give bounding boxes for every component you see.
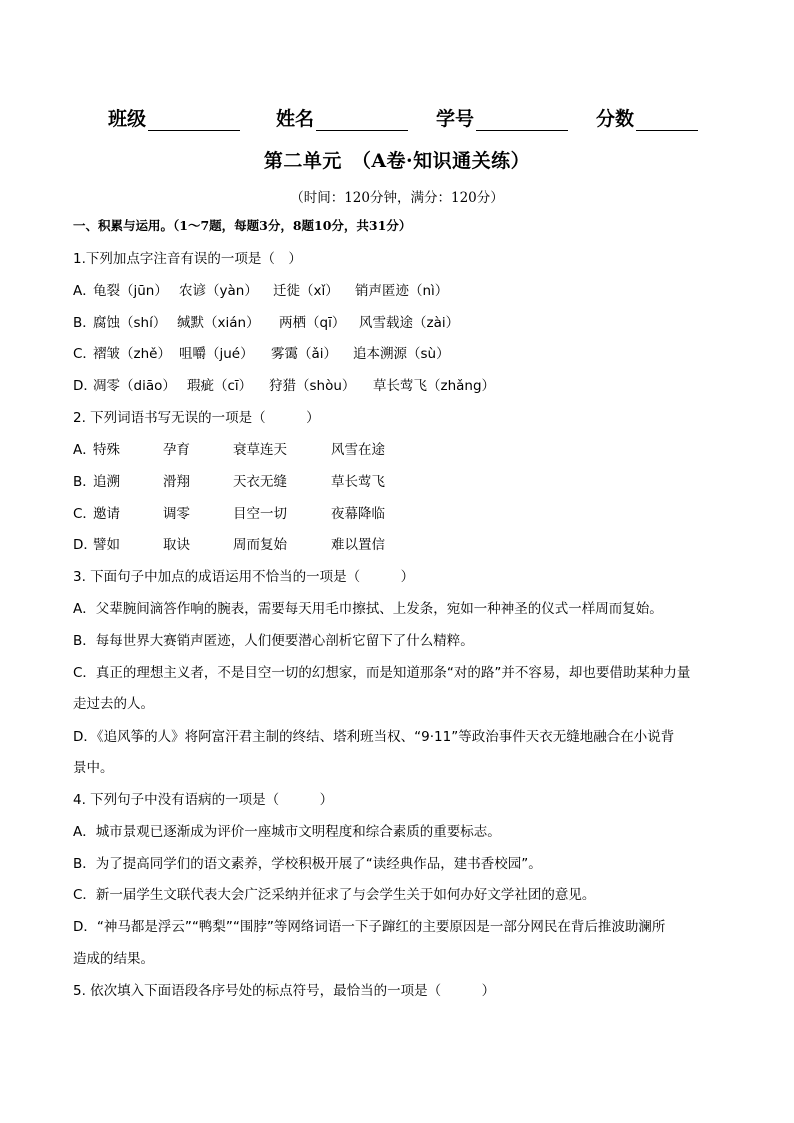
question-1-stem: 1.下列加点字注音有误的一项是（ ） xyxy=(73,251,302,267)
q4-option-c[interactable]: C．新一届学生文联代表大会广泛采纳并征求了与会学生关于如何办好文学社团的意见。 xyxy=(73,887,596,903)
q3-option-d-cont: 景中。 xyxy=(73,760,114,776)
name-label: 姓名 xyxy=(276,108,315,130)
q3-option-d[interactable]: D．《追风筝的人》将阿富汗君主制的终结、塔利班当权、“9·11”等政治事件天衣无缝地融合在小说背 xyxy=(73,729,675,745)
question-3-stem: 3. 下面句子中加点的成语运用不恰当的一项是（ ） xyxy=(73,569,415,585)
student-id-blank[interactable] xyxy=(476,110,568,131)
q2-option-d[interactable]: D． 譬如 取诀 周而复始 难以置信 xyxy=(73,537,385,553)
q2-option-b[interactable]: B． 追溯 滑翔 天衣无缝 草长莺飞 xyxy=(73,474,385,490)
student-info-row xyxy=(0,104,794,130)
score-blank[interactable] xyxy=(636,110,698,131)
question-2-stem: 2. 下列词语书写无误的一项是（ ） xyxy=(73,410,320,426)
q3-option-b[interactable]: B．每每世界大赛销声匿迹，人们便要潜心剖析它留下了什么精粹。 xyxy=(73,633,474,649)
q2-option-c[interactable]: C． 邀请 调零 目空一切 夜幕降临 xyxy=(73,506,385,522)
q1-option-d[interactable]: D． 凋零（diāo） 瑕疵（cī） 狩猎（shòu） 草长莺飞（zhǎng） xyxy=(73,378,496,394)
q4-option-a[interactable]: A．城市景观已逐渐成为评价一座城市文明程度和综合素质的重要标志。 xyxy=(73,824,501,840)
q1-option-c[interactable]: C． 褶皱（zhě） 咀嚼（jué） 雾霭（ǎi） 追本溯源（sù） xyxy=(73,346,450,362)
name-field xyxy=(276,104,408,131)
q3-option-c[interactable]: C．真正的理想主义者，不是目空一切的幻想家，而是知道那条“对的路”并不容易，却也要借助某种力量 xyxy=(73,665,691,681)
q1-option-a[interactable]: A． 龟裂（jūn） 农谚（yàn） 迁徙（xǐ） 销声匿迹（nì） xyxy=(73,283,449,299)
question-5-stem: 5. 依次填入下面语段各序号处的标点符号，最恰当的一项是（ ） xyxy=(73,983,496,999)
q4-option-b[interactable]: B．为了提高同学们的语文素养，学校积极开展了“读经典作品，建书香校园”。 xyxy=(73,856,542,872)
question-4-stem: 4. 下列句子中没有语病的一项是（ ） xyxy=(73,792,334,808)
score-field xyxy=(596,104,698,131)
q4-option-d-cont: 造成的结果。 xyxy=(73,951,154,967)
q4-option-d[interactable]: D．“神马都是浮云”“鸭梨”“围脖”等网络词语一下子蹿红的主要原因是一部分网民在背后推波助澜所 xyxy=(73,919,666,935)
student-id-field xyxy=(436,104,568,131)
class-label: 班级 xyxy=(108,108,147,130)
q1-option-b[interactable]: B． 腐蚀（shí） 缄默（xián） 两栖（qī） 风雪载途（zài） xyxy=(73,315,460,331)
class-field xyxy=(108,104,240,131)
q2-option-a[interactable]: A． 特殊 孕育 衰草连天 风雪在途 xyxy=(73,442,385,458)
class-blank[interactable] xyxy=(148,110,240,131)
score-label: 分数 xyxy=(596,108,635,130)
section-heading: 一、积累与运用。（1～7题，每题3分，8题10分，共31分） xyxy=(73,218,412,233)
q3-option-c-cont: 走过去的人。 xyxy=(73,696,154,712)
exam-time-score: （时间：120分钟，满分：120分） xyxy=(290,190,504,206)
q3-option-a[interactable]: A．父辈腕间滴答作响的腕表，需要每天用毛巾擦拭、上发条，宛如一种神圣的仪式一样周而复始。 xyxy=(73,601,663,617)
page-title: 第二单元 （A卷·知识通关练） xyxy=(263,150,531,172)
student-id-label: 学号 xyxy=(436,108,475,130)
name-blank[interactable] xyxy=(316,110,408,131)
